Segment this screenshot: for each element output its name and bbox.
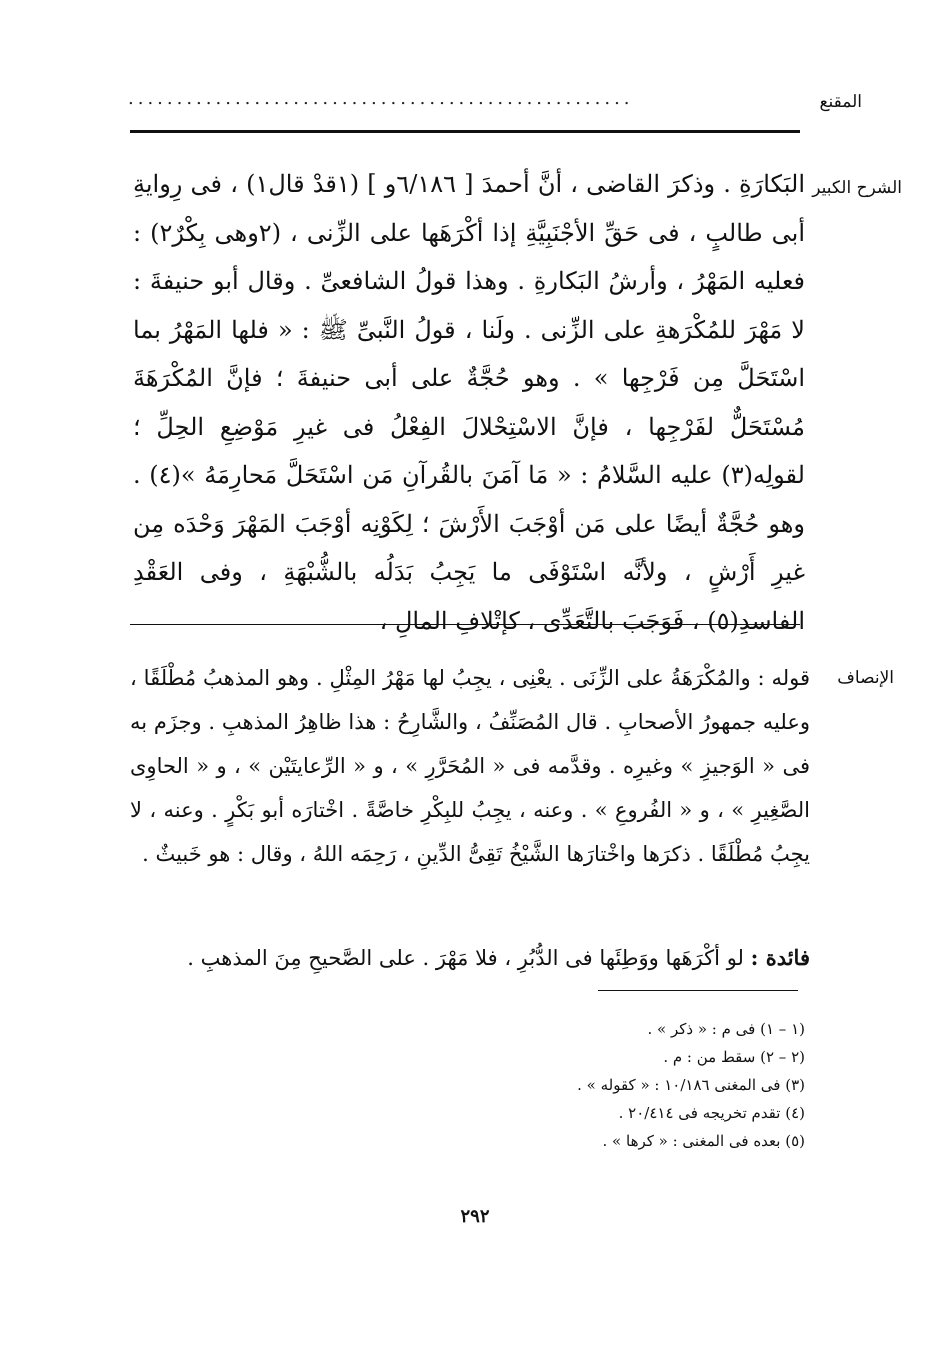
section-divider-rule [130,624,800,625]
page-number: ٢٩٢ [460,1206,490,1227]
insaf-section-label: الإنصاف [837,668,894,688]
footnote-item: (١ – ١) فى م : « ذكر » . [647,1020,805,1038]
header-dot-leader: .................................................... [128,88,634,109]
footnotes-list [365,1015,805,1155]
header-rule [130,130,800,133]
sharh-section-label: الشرح الكبير [812,178,902,198]
footnote-item: (٥) بعده فى المغنى : « كرها » . [602,1132,805,1150]
running-header-title: المقنع [819,92,862,112]
faida-text: لو أكْرَهَها ووَطِئَها فى الدُّبُرِ ، فلا مَهْرَ . على الصَّحيحِ مِنَ المذهبِ . [187,946,744,970]
faida-note [130,938,810,978]
footnote-item: (٣) فى المغنى ١٠/١٨٦ : « كقوله » . [577,1076,805,1094]
insaf-body-text: قوله : والمُكْرَهَةُ على الزِّنَى . يعْنِى ، يجِبُ لها مَهْرُ المِثْلِ . وهو المذهبُ مُطْلَقًا ، وعليه جمهورُ الأصحابِ . قال المُصَنِّفُ ، والشَّارِحُ : هذا ظاهِرُ المذهبِ . وجزَم به فى « الوَجيزِ » وغيرِه . وقدَّمه فى « المُحَرَّرِ » ، و « الرِّعايتَيْن » ، و « الحاوِى الصَّغِيرِ » ، و « الفُروعِ » . وعنه ، يجِبُ للبِكْرِ خاصَّةً . اخْتارَه أبو بَكْرٍ . وعنه ، لا يجِبُ مُطْلَقًا . ذكرَها واخْتارَها الشَّيْخُ تَقِىُّ الدِّينِ ، رَحِمَه اللهُ ، وقال : هو خَبيثٌ . [130,666,810,866]
footnote-item: (٤) تقدم تخريجه فى ٢٠/٤١٤ . [618,1104,805,1122]
footnote-item: (٢ – ٢) سقط من : م . [663,1048,805,1066]
sharh-body-text: البَكارَةِ . وذكرَ القاضى ، أنَّ أحمدَ [ ٦/١٨٦و ] (١قدْ قال١) ، فى رِوايةِ أبى طالبٍ ، فى حَقِّ الأجْنَبِيَّةِ إذا أكْرَهَها على الزِّنى ، (٢وهى بِكْرٌ٢) : فعليه المَهْرُ ، وأرشُ البَكارةِ . وهذا قولُ الشافعىِّ . وقال أبو حنيفةَ : لا مَهْرَ للمُكْرَهةِ على الزِّنى . ولَنا ، قولُ النَّبىِّ ﷺ : « فلها المَهْرُ بما اسْتَحَلَّ مِن فَرْجِها » . وهو حُجَّةٌ على أبى حنيفةَ ؛ فإنَّ المُكْرَهَةَ مُسْتَحَلٌّ لفَرْجِها ، فإنَّ الاسْتِحْلالَ الفِعْلُ فى غيرِ مَوْضِعِ الحِلِّ ؛ لقولِه(٣) عليه السَّلامُ : « مَا آمَنَ بالقُرآنِ مَن اسْتَحَلَّ مَحارِمَهُ »(٤) . وهو حُجَّةٌ أيضًا على مَن أوْجَبَ الأَرْشَ ؛ لِكَوْنِه أوْجَبَ المَهْرَ وَحْدَه مِن غيرِ أَرْشٍ ، ولأنَّه اسْتَوْفَى ما يَجِبُ بَدَلُه بالشُّبْهَةِ ، وفى العَقْدِ الفاسدِ(٥) ، فَوَجَبَ بالتَّعَدِّى ، كإتْلافِ المالِ ، [133,170,805,635]
faida-label: فائدة : [750,945,810,970]
footnote-rule [598,990,798,991]
